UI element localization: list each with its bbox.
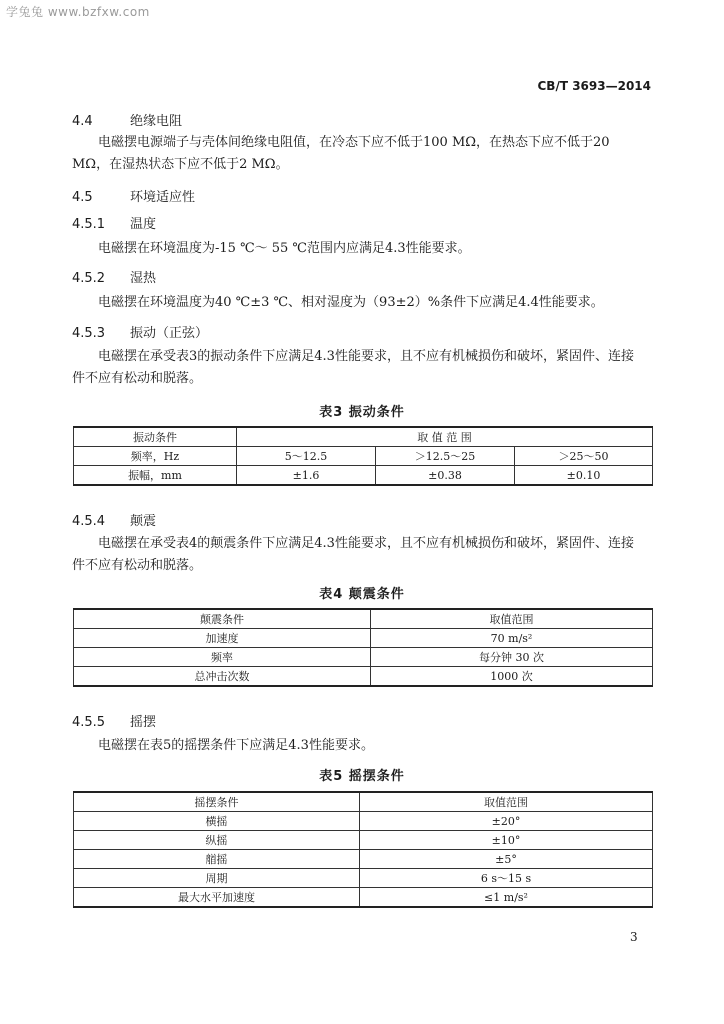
section-4-4-body: 电磁摆电源端子与壳体间绝缘电阻值，在冷态下应不低于100 MΩ，在热态下应不低于20 MΩ，在湿热状态下应不低于2 MΩ。 xyxy=(72,135,610,172)
table-header-cell: 摇摆条件 xyxy=(74,792,360,812)
section-title: 温度 xyxy=(130,217,157,232)
table-row xyxy=(74,850,653,869)
table-cell: 最大水平加速度 xyxy=(74,888,360,908)
table-cell: 总冲击次数 xyxy=(74,667,371,687)
section-title: 绝缘电阻 xyxy=(130,114,183,129)
table-cell: 纵摇 xyxy=(74,831,360,850)
table-cell: ±10° xyxy=(360,831,653,850)
table-cell: 6 s～15 s xyxy=(360,869,653,888)
table-header-cell: 振动条件 xyxy=(74,427,237,447)
table-row xyxy=(74,609,653,629)
section-4-5-5-body: 电磁摆在表5的摇摆条件下应满足4.3性能要求。 xyxy=(98,738,374,753)
section-number: 4.5.1 xyxy=(72,217,106,232)
table-cell: ＞25～50 xyxy=(515,447,653,466)
table-row xyxy=(74,648,653,667)
section-number: 4.5.2 xyxy=(72,271,106,286)
table-cell: 70 m/s² xyxy=(371,629,653,648)
table3 xyxy=(73,426,653,486)
table-header-cell: 取 值 范 围 xyxy=(237,427,653,447)
section-4-5-4-body: 电磁摆在承受表4的颠震条件下应满足4.3性能要求，且不应有机械损伤和破坏，紧固件、连接件不应有松动和脱落。 xyxy=(72,536,634,573)
table-cell: 周期 xyxy=(74,869,360,888)
table4-caption: 表4 颠震条件 xyxy=(319,587,405,602)
table-cell: ±20° xyxy=(360,812,653,831)
table-cell: ±5° xyxy=(360,850,653,869)
table-cell: ±0.38 xyxy=(376,466,515,486)
table-cell: ±1.6 xyxy=(237,466,376,486)
page-number: 3 xyxy=(630,930,638,944)
watermark: 学兔兔 www.bzfxw.com xyxy=(6,5,150,19)
section-4-5-2-heading xyxy=(72,267,156,286)
section-number: 4.5.5 xyxy=(72,715,106,730)
table-cell: 振幅，mm xyxy=(74,466,237,486)
table-row xyxy=(74,427,653,447)
section-title: 摇摆 xyxy=(130,715,157,730)
standard-code: CB/T 3693—2014 xyxy=(537,79,651,93)
table-cell: ＞12.5～25 xyxy=(376,447,515,466)
section-4-5-5-heading xyxy=(72,711,156,730)
table-row xyxy=(74,629,653,648)
section-4-5-2-body: 电磁摆在环境温度为40 ℃±3 ℃、相对湿度为（93±2）%条件下应满足4.4性能要求。 xyxy=(98,295,604,310)
section-number: 4.4 xyxy=(72,114,93,129)
table-cell: 每分钟 30 次 xyxy=(371,648,653,667)
section-title: 颠震 xyxy=(130,514,157,529)
section-title: 环境适应性 xyxy=(130,190,196,205)
table-row xyxy=(74,812,653,831)
table-cell: 艏摇 xyxy=(74,850,360,869)
section-4-5-3-body: 电磁摆在承受表3的振动条件下应满足4.3性能要求，且不应有机械损伤和破坏，紧固件、连接件不应有松动和脱落。 xyxy=(72,349,634,386)
table4 xyxy=(73,608,653,687)
table-cell: ≤1 m/s² xyxy=(360,888,653,908)
table5 xyxy=(73,791,653,908)
table-cell: 频率，Hz xyxy=(74,447,237,466)
table-header-cell: 取值范围 xyxy=(371,609,653,629)
table-row xyxy=(74,869,653,888)
table5-caption: 表5 摇摆条件 xyxy=(319,769,405,784)
table-cell: 5～12.5 xyxy=(237,447,376,466)
table-cell: 1000 次 xyxy=(371,667,653,687)
table-header-cell: 颠震条件 xyxy=(74,609,371,629)
table-row xyxy=(74,792,653,812)
section-title: 振动（正弦） xyxy=(130,326,209,341)
table-row xyxy=(74,888,653,908)
section-4-5-3-heading xyxy=(72,322,208,341)
table-row xyxy=(74,831,653,850)
section-number: 4.5 xyxy=(72,190,93,205)
table-cell: ±0.10 xyxy=(515,466,653,486)
section-4-5-4-heading xyxy=(72,510,156,529)
section-number: 4.5.3 xyxy=(72,326,106,341)
section-number: 4.5.4 xyxy=(72,514,106,529)
table-row xyxy=(74,466,653,486)
table-cell: 加速度 xyxy=(74,629,371,648)
table3-caption: 表3 振动条件 xyxy=(319,405,405,420)
table-cell: 频率 xyxy=(74,648,371,667)
section-4-5-heading xyxy=(72,186,195,205)
section-4-4-heading xyxy=(72,110,182,129)
table-header-cell: 取值范围 xyxy=(360,792,653,812)
table-cell: 横摇 xyxy=(74,812,360,831)
table-row xyxy=(74,667,653,687)
section-4-5-1-body: 电磁摆在环境温度为-15 ℃～ 55 ℃范围内应满足4.3性能要求。 xyxy=(98,241,471,256)
section-4-5-1-heading xyxy=(72,213,156,232)
table-row xyxy=(74,447,653,466)
section-title: 湿热 xyxy=(130,271,157,286)
